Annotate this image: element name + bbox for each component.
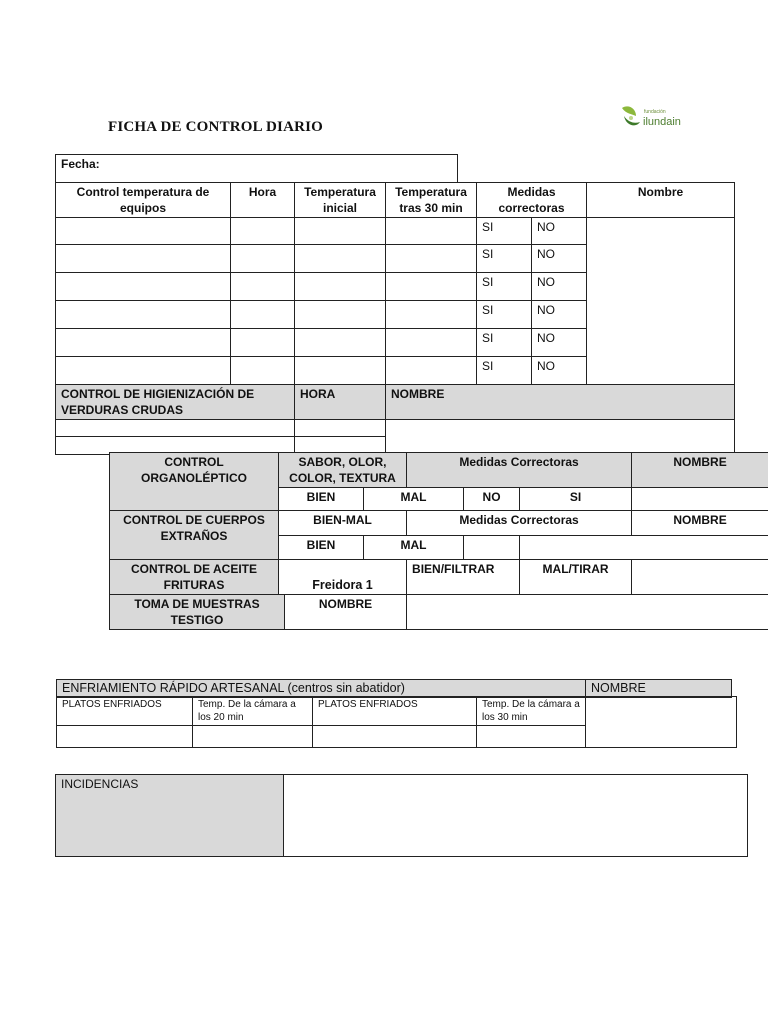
equipo-cell[interactable] — [56, 245, 231, 273]
enfriamiento-platos-2-cell[interactable] — [313, 726, 477, 748]
equipo-cell[interactable] — [56, 273, 231, 301]
document-title: FICHA DE CONTROL DIARIO — [108, 119, 324, 135]
si-option[interactable]: SI — [477, 329, 532, 357]
organoleptic-control-table — [109, 452, 768, 630]
incidencias-table — [55, 774, 748, 857]
no-option[interactable]: NO — [532, 245, 587, 273]
header-temperatura-inicial: Temperatura inicial — [295, 183, 386, 218]
cuerpos-extranos-label: CONTROL DE CUERPOS EXTRAÑOS — [110, 511, 279, 560]
enfriamiento-platos-1-cell[interactable] — [57, 726, 193, 748]
enfriamiento-nombre-header: NOMBRE — [586, 680, 732, 698]
organoleptico-si[interactable]: SI — [520, 488, 632, 511]
organoleptico-no[interactable]: NO — [464, 488, 520, 511]
enfriamiento-nombre-cell[interactable] — [586, 697, 737, 748]
enfriamiento-temp-20-cell[interactable] — [193, 726, 313, 748]
temp-30min-cell[interactable] — [386, 329, 477, 357]
muestras-nombre-header: NOMBRE — [285, 595, 407, 630]
organoleptico-nombre-header: NOMBRE — [632, 453, 768, 488]
temperature-control-table — [55, 182, 735, 455]
muestras-nombre-cell[interactable] — [407, 595, 768, 630]
higienizacion-nombre-header: NOMBRE — [386, 385, 735, 420]
temp-30min-cell[interactable] — [386, 301, 477, 329]
hora-cell[interactable] — [231, 357, 295, 385]
cuerpos-extranos-nombre-header: NOMBRE — [632, 511, 768, 536]
organoleptico-bien[interactable]: BIEN — [279, 488, 364, 511]
enfriamiento-table — [56, 696, 737, 748]
table-row — [56, 218, 735, 245]
temp-30min-cell[interactable] — [386, 218, 477, 245]
organoleptico-criteria: SABOR, OLOR, COLOR, TEXTURA — [279, 453, 407, 488]
enfriamiento-title: ENFRIAMIENTO RÁPIDO ARTESANAL (centros sin abatidor) — [57, 680, 586, 698]
header-hora: Hora — [231, 183, 295, 218]
higienizacion-verdura-cell[interactable] — [56, 420, 295, 437]
equipo-cell[interactable] — [56, 218, 231, 245]
si-option[interactable]: SI — [477, 218, 532, 245]
aceite-extra-cell[interactable] — [632, 560, 768, 595]
fecha-label[interactable]: Fecha: — [56, 155, 458, 183]
equipo-cell[interactable] — [56, 329, 231, 357]
muestras-label: TOMA DE MUESTRAS TESTIGO — [110, 595, 285, 630]
enfriamiento-temp-30-cell[interactable] — [477, 726, 586, 748]
header-medidas-correctoras: Medidas correctoras — [477, 183, 587, 218]
hora-cell[interactable] — [231, 273, 295, 301]
header-control-temperatura: Control temperatura de equipos — [56, 183, 231, 218]
hora-cell[interactable] — [231, 245, 295, 273]
fundacion-ilundain-logo — [618, 102, 692, 132]
higienizacion-label: CONTROL DE HIGIENIZACIÓN DE VERDURAS CRUDAS — [56, 385, 295, 420]
equipo-cell[interactable] — [56, 357, 231, 385]
temp-30min-cell[interactable] — [386, 245, 477, 273]
no-option[interactable]: NO — [532, 273, 587, 301]
logo-small-text: fundación — [644, 109, 666, 115]
si-option[interactable]: SI — [477, 357, 532, 385]
no-option[interactable]: NO — [532, 329, 587, 357]
higienizacion-hora-cell[interactable] — [295, 420, 386, 437]
higienizacion-hora-header: HORA — [295, 385, 386, 420]
temp-inicial-cell[interactable] — [295, 329, 386, 357]
header-nombre: Nombre — [587, 183, 735, 218]
enfriamiento-col-platos-2: PLATOS ENFRIADOS — [313, 697, 477, 726]
enfriamiento-col-temp-20: Temp. De la cámara a los 20 min — [193, 697, 313, 726]
temp-30min-cell[interactable] — [386, 273, 477, 301]
temp-inicial-cell[interactable] — [295, 301, 386, 329]
organoleptico-nombre-cell[interactable] — [632, 488, 768, 511]
hora-cell[interactable] — [231, 329, 295, 357]
si-option[interactable]: SI — [477, 301, 532, 329]
no-option[interactable]: NO — [532, 218, 587, 245]
temp-inicial-cell[interactable] — [295, 218, 386, 245]
incidencias-text-cell[interactable] — [284, 775, 748, 857]
incidencias-label: INCIDENCIAS — [56, 775, 284, 857]
aceite-bien-filtrar[interactable]: BIEN/FILTRAR — [407, 560, 520, 595]
aceite-mal-tirar[interactable]: MAL/TIRAR — [520, 560, 632, 595]
higienizacion-nombre-cell[interactable] — [386, 420, 735, 455]
organoleptico-medidas-header: Medidas Correctoras — [407, 453, 632, 488]
cuerpos-extranos-medida-2[interactable] — [520, 536, 768, 560]
nombre-cell[interactable] — [587, 218, 735, 385]
equipo-cell[interactable] — [56, 301, 231, 329]
hora-cell[interactable] — [231, 218, 295, 245]
no-option[interactable]: NO — [532, 357, 587, 385]
aceite-label: CONTROL DE ACEITE FRITURAS — [110, 560, 279, 595]
cuerpos-extranos-mal[interactable]: MAL — [364, 536, 464, 560]
no-option[interactable]: NO — [532, 301, 587, 329]
logo-brand-text: ilundain — [643, 116, 681, 128]
organoleptico-mal[interactable]: MAL — [364, 488, 464, 511]
cuerpos-extranos-bien[interactable]: BIEN — [279, 536, 364, 560]
hora-cell[interactable] — [231, 301, 295, 329]
aceite-freidora: Freidora 1 — [279, 560, 407, 595]
enfriamiento-col-temp-30: Temp. De la cámara a los 30 min — [477, 697, 586, 726]
si-option[interactable]: SI — [477, 245, 532, 273]
cuerpos-extranos-bien-mal: BIEN-MAL — [279, 511, 407, 536]
si-option[interactable]: SI — [477, 273, 532, 301]
cuerpos-extranos-medida-1[interactable] — [464, 536, 520, 560]
organoleptico-label: CONTROL ORGANOLÉPTICO — [110, 453, 279, 511]
temp-30min-cell[interactable] — [386, 357, 477, 385]
cuerpos-extranos-medidas-header: Medidas Correctoras — [407, 511, 632, 536]
temp-inicial-cell[interactable] — [295, 273, 386, 301]
temp-inicial-cell[interactable] — [295, 245, 386, 273]
enfriamiento-col-platos-1: PLATOS ENFRIADOS — [57, 697, 193, 726]
header-temperatura-30min: Temperatura tras 30 min — [386, 183, 477, 218]
temp-inicial-cell[interactable] — [295, 357, 386, 385]
fecha-table — [55, 154, 458, 183]
